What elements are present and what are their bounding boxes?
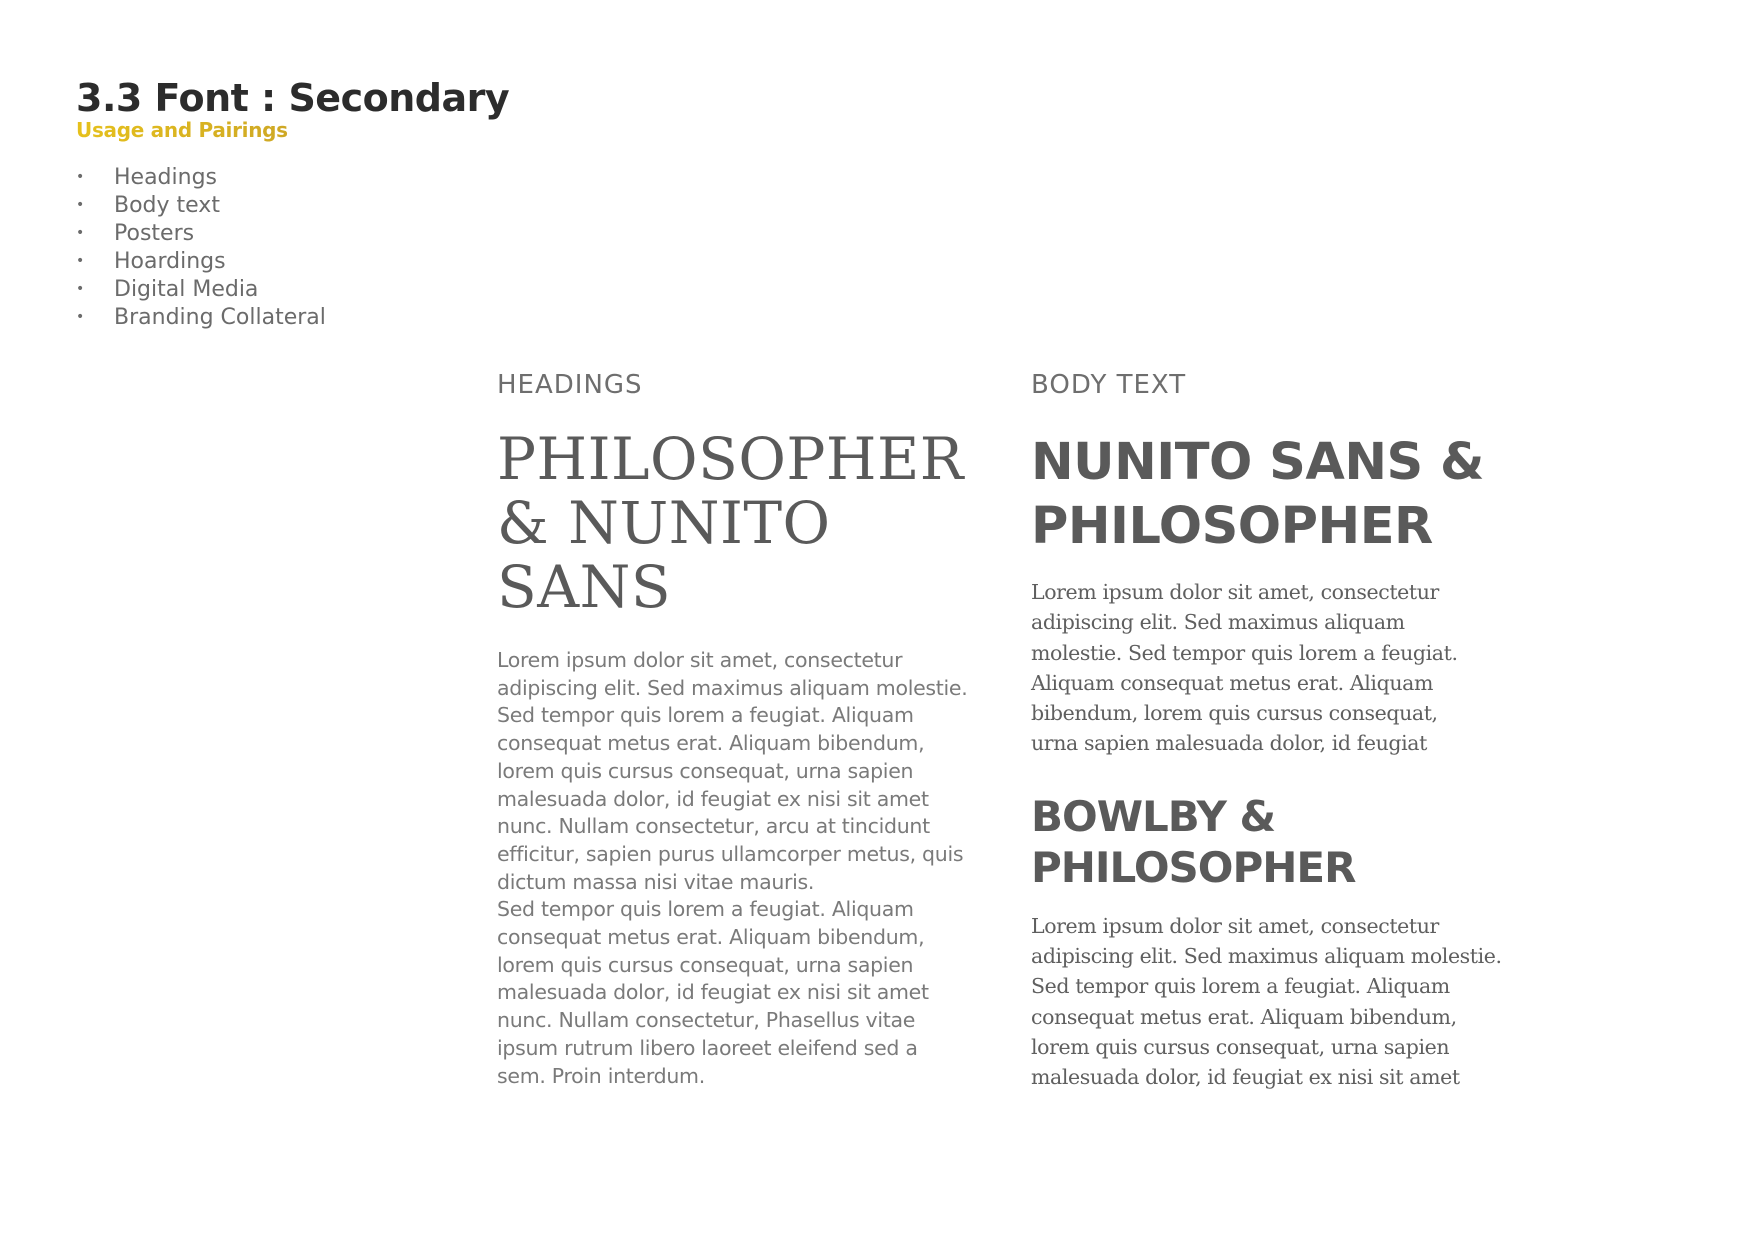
page-title: 3.3 Font : Secondary [76, 76, 510, 120]
headings-body-text [497, 647, 987, 1090]
bowlby-philosopher-body [1031, 911, 1551, 1093]
usage-list [76, 163, 509, 331]
heading-pairing-title [497, 427, 987, 619]
usage-item-label: Headings [114, 164, 218, 190]
body-line: nunc. Nullam consectetur, arcu at tincidunt [497, 814, 930, 839]
body-line: malesuada dolor, id feugiat ex nisi sit amet [497, 980, 929, 1005]
body-line: adipiscing elit. Sed maximus aliquam molestie. [497, 675, 968, 700]
body-line: consequat metus erat. Aliquam bibendum, [1031, 1004, 1457, 1029]
body-line: efficitur, sapien purus ullamcorper metus, quis [497, 841, 964, 866]
body-line: ipsum rutrum libero laoreet eleifend sed a [497, 1035, 918, 1060]
body-line: Lorem ipsum dolor sit amet, consectetur [497, 648, 903, 672]
body-line: nunc. Nullam consectetur, Phasellus vitae [497, 1008, 916, 1033]
bullet-icon: • [76, 197, 85, 213]
body-line: malesuada dolor, id feugiat ex nisi sit amet [497, 786, 929, 811]
body-line: consequat metus erat. Aliquam bibendum, [497, 731, 925, 756]
body-line: consequat metus erat. Aliquam bibendum, [497, 925, 925, 950]
bowlby-philosopher-title [1031, 791, 1551, 893]
nunito-philosopher-title [1031, 431, 1551, 559]
body-line: Sed tempor quis lorem a feugiat. Aliquam [497, 703, 914, 728]
headings-label: HEADINGS [497, 370, 643, 400]
bullet-icon: • [76, 253, 85, 269]
page-subtitle: Usage and Pairings [76, 117, 509, 143]
body-line: Lorem ipsum dolor sit amet, consectetur [1031, 580, 1439, 604]
body-line: Sed tempor quis lorem a feugiat. Aliquam [497, 897, 914, 922]
usage-item-label: Digital Media [114, 276, 259, 302]
bullet-icon: • [76, 169, 85, 185]
usage-item [76, 219, 509, 247]
body-line: lorem quis cursus consequat, urna sapien [1031, 1034, 1450, 1059]
heading-title-line: PHILOSOPHER [497, 425, 964, 493]
body-line: malesuada dolor, id feugiat ex nisi sit amet [1031, 1065, 1460, 1090]
heading-title-line: SANS [497, 553, 672, 621]
body-line: dictum massa nisi vitae mauris. [497, 869, 815, 894]
usage-item-label: Body text [114, 192, 220, 218]
pairing-title-line: PHILOSOPHER [1031, 497, 1433, 556]
body-line: adipiscing elit. Sed maximus aliquam [1031, 610, 1405, 635]
pairing-title-line: PHILOSOPHER [1031, 842, 1356, 892]
usage-item [76, 191, 509, 219]
body-line: lorem quis cursus consequat, urna sapien [497, 758, 914, 783]
usage-item [76, 247, 509, 275]
body-text-label: BODY TEXT [1031, 370, 1187, 400]
body-line: Aliquam consequat metus erat. Aliquam [1031, 670, 1433, 695]
bullet-icon: • [76, 225, 85, 241]
body-line: urna sapien malesuada dolor, id feugiat [1031, 731, 1427, 756]
usage-item-label: Branding Collateral [114, 304, 326, 330]
heading-title-line: & NUNITO [497, 489, 831, 557]
page-header [76, 72, 509, 331]
pairing-title-line: BOWLBY & [1031, 791, 1276, 841]
nunito-philosopher-body [1031, 577, 1551, 759]
bullet-icon: • [76, 281, 85, 297]
body-line: adipiscing elit. Sed maximus aliquam molestie. [1031, 944, 1502, 969]
usage-item [76, 163, 509, 191]
body-text-column [1031, 365, 1551, 1093]
headings-column [497, 365, 987, 1090]
body-line: Lorem ipsum dolor sit amet, consectetur [1031, 913, 1439, 938]
body-line: bibendum, lorem quis cursus consequat, [1031, 701, 1438, 726]
body-line: lorem quis cursus consequat, urna sapien [497, 952, 914, 977]
body-line: Sed tempor quis lorem a feugiat. Aliquam [1031, 974, 1450, 999]
usage-item [76, 275, 509, 303]
usage-item-label: Posters [114, 220, 195, 246]
body-line: molestie. Sed tempor quis lorem a feugiat. [1031, 640, 1458, 665]
usage-item-label: Hoardings [114, 248, 226, 274]
body-line: sem. Proin interdum. [497, 1063, 705, 1088]
bullet-icon: • [76, 309, 85, 325]
usage-item [76, 303, 509, 331]
pairing-title-line: NUNITO SANS & [1031, 433, 1484, 492]
